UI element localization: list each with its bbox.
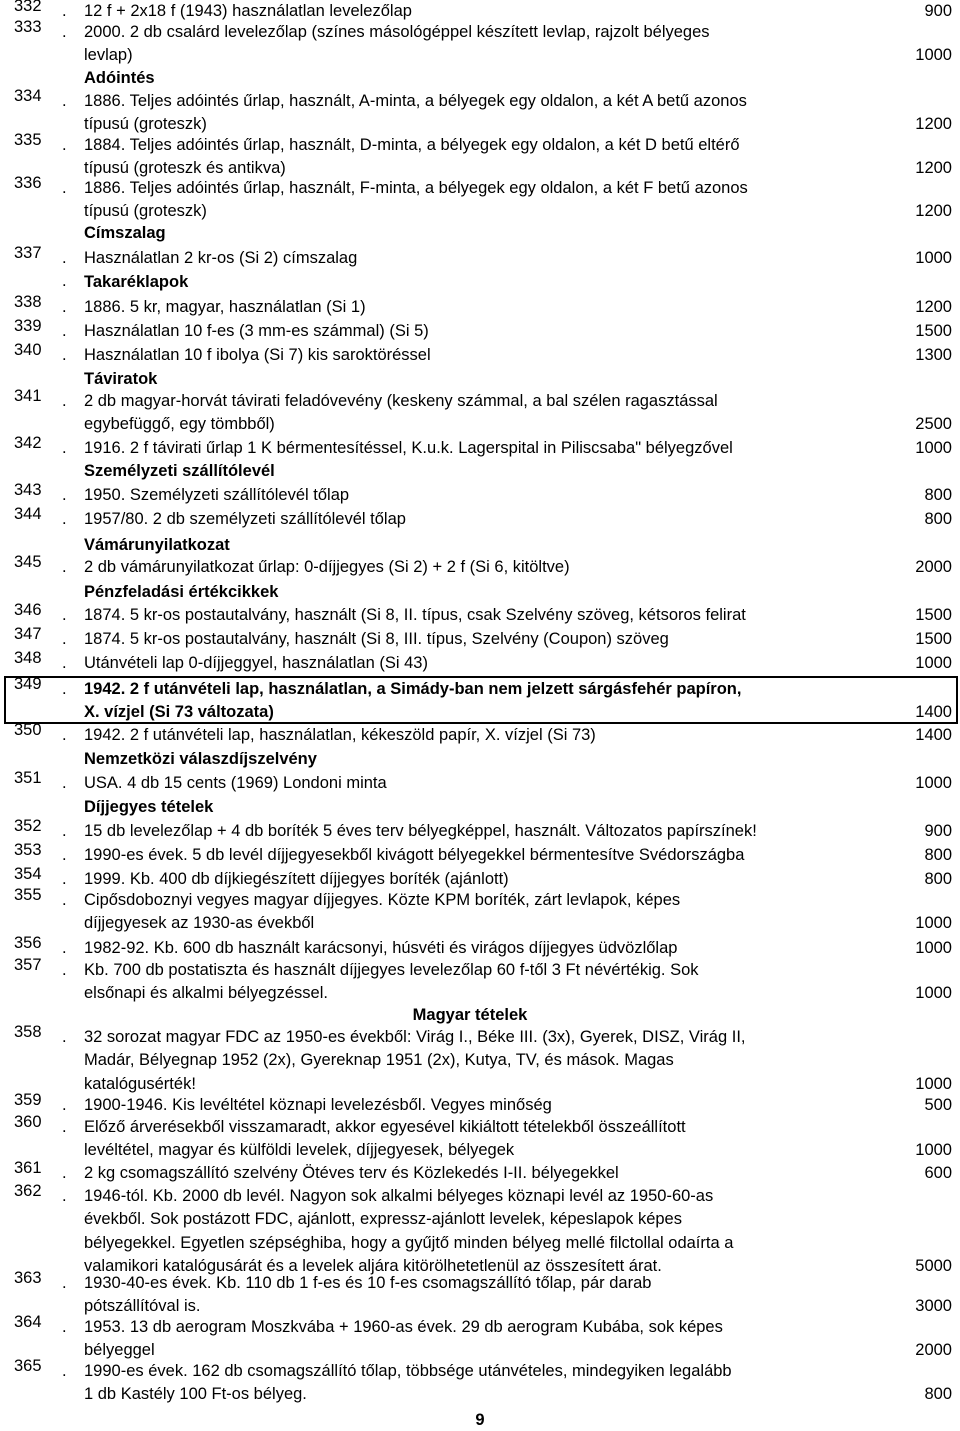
section-heading-szemelyzeti: Személyzeti szállítólevél (84, 462, 275, 480)
dot-separator: . (62, 1096, 67, 1114)
lot-row (0, 934, 960, 960)
lot-row (0, 886, 960, 936)
lot-row (0, 18, 960, 68)
lot-price: 900 (924, 2, 952, 20)
page-number: 9 (475, 1411, 485, 1429)
dot-separator: . (62, 92, 67, 110)
lot-description-line: egybefüggő, egy tömbből) (84, 415, 275, 434)
dot-separator: . (62, 654, 67, 672)
lot-price: 800 (924, 1385, 952, 1404)
lot-price: 1200 (915, 202, 952, 221)
lot-number: 345 (14, 553, 42, 571)
lot-price: 1200 (915, 298, 952, 316)
lot-number: 353 (14, 841, 42, 859)
lot-number: 362 (14, 1182, 42, 1200)
lot-price: 1200 (915, 115, 952, 134)
lot-description-line: évekből. Sok postázott FDC, ajánlott, expressz-ajánlott levelek, képeslapok képes (84, 1210, 682, 1229)
lot-price: 1200 (915, 159, 952, 178)
lot-description-line: 2 kg csomagszállító szelvény Ötéves terv és Közlekedés I-II. bélyegekkel (84, 1164, 619, 1182)
dot-separator: . (62, 439, 67, 457)
lot-description-line: díjjegyesek az 1930-as évekből (84, 914, 315, 933)
lot-description-line: típusú (groteszk) (84, 115, 207, 134)
lot-description-line: 1990-es évek. 162 db csomagszállító tőlap, többsége utánvételes, mindegyiken legalább (84, 1362, 732, 1380)
lot-row (0, 341, 960, 367)
lot-description-line: elsőnapi és alkalmi bélyegzéssel. (84, 984, 328, 1003)
dot-separator: . (62, 680, 67, 698)
lot-number: 337 (14, 244, 42, 262)
lot-row (0, 625, 960, 651)
lot-number: 341 (14, 387, 42, 405)
lot-number: 340 (14, 341, 42, 359)
lot-number: 354 (14, 865, 42, 883)
lot-price: 1000 (915, 249, 952, 267)
section-heading-taviratok: Táviratok (84, 370, 158, 388)
dot-separator: . (62, 726, 67, 744)
dot-separator: . (62, 1318, 67, 1336)
section-heading-cimszalag: Címszalag (84, 224, 166, 242)
dot-separator: . (62, 136, 67, 154)
lot-price: 1500 (915, 630, 952, 648)
lot-row (0, 1269, 960, 1319)
lot-description-line: Használatlan 10 f-es (3 mm-es számmal) (Si 5) (84, 322, 429, 340)
lot-number: 334 (14, 87, 42, 105)
lot-description-line: 1886. Teljes adóintés űrlap, használt, F-minta, a bélyegek egy oldalon, a két F betű azonos (84, 179, 748, 197)
dot-separator: . (62, 1274, 67, 1292)
lot-price: 5000 (915, 1257, 952, 1276)
lot-price: 1400 (915, 703, 952, 722)
lot-price: 2500 (915, 415, 952, 434)
lot-row (0, 553, 960, 579)
lot-price: 600 (924, 1164, 952, 1182)
lot-description-line: 1874. 5 kr-os postautalvány, használt (Si 8, II. típus, csak Szelvény szöveg, kétsoros felirat (84, 606, 746, 624)
lot-row (0, 769, 960, 795)
lot-description-line: 1886. Teljes adóintés űrlap, használt, A-minta, a bélyegek egy oldalon, a két A betű azonos (84, 92, 747, 110)
lot-number: 357 (14, 956, 42, 974)
lot-description-line: 1884. Teljes adóintés űrlap, használt, D-minta, a bélyegek egy oldalon, a két D betű eltérő (84, 136, 740, 154)
lot-description-line: levéltétel, magyar és külföldi levelek, díjjegyesek, bélyegek (84, 1141, 515, 1160)
dot-separator: . (62, 891, 67, 909)
lot-description-line: X. vízjel (Si 73 változata) (84, 703, 274, 722)
lot-row (0, 841, 960, 867)
lot-number: 332 (14, 0, 42, 15)
lot-number: 364 (14, 1313, 42, 1331)
lot-description-line: USA. 4 db 15 cents (1969) Londoni minta (84, 774, 387, 792)
lot-row (0, 434, 960, 460)
lot-number: 343 (14, 481, 42, 499)
dot-separator: . (62, 298, 67, 316)
lot-row (0, 1159, 960, 1185)
lot-description-line: Előző árverésekből visszamaradt, akkor egyesével kikiáltott tételekből összeállított (84, 1118, 686, 1136)
lot-description-line: 1946-tól. Kb. 2000 db levél. Nagyon sok alkalmi bélyeges köznapi levél az 1950-60-as (84, 1187, 714, 1205)
lot-number: 349 (14, 675, 42, 693)
lot-price: 1000 (915, 914, 952, 933)
lot-description-line: 2 db magyar-horvát távirati feladóvevény (keskeny számmal, a bal szélen ragasztással (84, 392, 718, 410)
lot-description-line: valamikori katalógusárát és a levelek aljára kitörölhetetlenül az összesített árat. (84, 1257, 662, 1276)
lot-description-line: 1950. Személyzeti szállítólevél tőlap (84, 486, 350, 504)
lot-description-line: 1990-es évek. 5 db levél díjjegyesekből kivágott bélyegekkel bérmentesítve Svédországba (84, 846, 745, 864)
lot-number: 363 (14, 1269, 42, 1287)
lot-number: 339 (14, 317, 42, 335)
lot-row (0, 481, 960, 507)
section-heading-vamaru: Vámárunyilatkozat (84, 536, 230, 554)
lot-row (0, 387, 960, 437)
lot-number: 359 (14, 1091, 42, 1109)
lot-number: 352 (14, 817, 42, 835)
lot-number: 351 (14, 769, 42, 787)
lot-price: 1000 (915, 939, 952, 957)
lot-number: 336 (14, 174, 42, 192)
lot-number: 344 (14, 505, 42, 523)
lot-description-line: típusú (groteszk) (84, 202, 207, 221)
lot-price: 800 (924, 870, 952, 888)
dot-separator: . (62, 249, 67, 267)
lot-row (0, 1357, 960, 1407)
lot-description-line: 1953. 13 db aerogram Moszkvába + 1960-as évek. 29 db aerogram Kubába, sok képes (84, 1318, 723, 1336)
lot-price: 1000 (915, 46, 952, 65)
dot-separator: . (62, 822, 67, 840)
lot-price: 1000 (915, 654, 952, 672)
lot-description-line: 32 sorozat magyar FDC az 1950-es évekből: Virág I., Béke III. (3x), Gyerek, DISZ, Virág II, (84, 1028, 746, 1046)
lot-number: 365 (14, 1357, 42, 1375)
lot-row (0, 87, 960, 137)
lot-row (0, 956, 960, 1006)
lot-description-line: 1 db Kastély 100 Ft-os bélyeg. (84, 1385, 307, 1404)
lot-row (0, 865, 960, 891)
section-heading-penzfeladasi: Pénzfeladási értékcikkek (84, 583, 279, 601)
lot-price: 800 (924, 510, 952, 528)
lot-number: 338 (14, 293, 42, 311)
lot-row (0, 1182, 960, 1279)
lot-row (0, 1091, 960, 1117)
lot-description-line: Madár, Bélyegnap 1952 (2x), Gyereknap 1951 (2x), Kutya, TV, és mások. Magas (84, 1051, 674, 1070)
lot-price: 1500 (915, 606, 952, 624)
dot-separator: . (62, 1164, 67, 1182)
dot-separator: . (62, 272, 67, 290)
lot-description-line: Cipősdoboznyi vegyes magyar díjjegyes. Közte KPM boríték, zárt levlapok, képes (84, 891, 681, 909)
lot-row (0, 293, 960, 319)
lot-description-line: 1957/80. 2 db személyzeti szállítólevél tőlap (84, 510, 406, 528)
lot-row (0, 721, 960, 747)
lot-number: 350 (14, 721, 42, 739)
lot-description-line: típusú (groteszk és antikva) (84, 159, 286, 178)
lot-price: 1000 (915, 774, 952, 792)
lot-number: 342 (14, 434, 42, 452)
lot-description-line: 15 db levelezőlap + 4 db boríték 5 éves terv bélyegképpel, használt. Változatos papírszínek! (84, 822, 757, 840)
lot-description-line: 2 db vámárunyilatkozat űrlap: 0-díjjegyes (Si 2) + 2 f (Si 6, kitöltve) (84, 558, 570, 576)
lot-number: 360 (14, 1113, 42, 1131)
lot-price: 3000 (915, 1297, 952, 1316)
lot-description-line: 1942. 2 f utánvételi lap, használatlan, a Simády-ban nem jelzett sárgásfehér papíron, (84, 680, 742, 698)
lot-price: 500 (924, 1096, 952, 1114)
dot-separator: . (62, 1362, 67, 1380)
lot-price: 1000 (915, 984, 952, 1003)
lot-number: 355 (14, 886, 42, 904)
lot-description-line: 2000. 2 db csalárd levelezőlap (színes másológéppel készített levlap, rajzolt bélyeges (84, 23, 710, 41)
lot-row (0, 131, 960, 181)
section-heading-nemzetkozi: Nemzetközi válaszdíjszelvény (84, 750, 317, 768)
lot-number: 346 (14, 601, 42, 619)
lot-price: 800 (924, 486, 952, 504)
lot-description-line: bélyeggel (84, 1341, 155, 1360)
dot-separator: . (62, 23, 67, 41)
dot-separator: . (62, 774, 67, 792)
lot-description-line: 1916. 2 f távirati űrlap 1 K bérmentesítéssel, K.u.k. Lagerspital in Piliscsaba" bélyegzővel (84, 439, 733, 457)
lot-price: 1000 (915, 439, 952, 457)
lot-price: 2000 (915, 558, 952, 576)
lot-price: 2000 (915, 1341, 952, 1360)
dot-separator: . (62, 1028, 67, 1046)
lot-description-line: pótszállítóval is. (84, 1297, 201, 1316)
lot-row (0, 675, 960, 725)
lot-row (0, 244, 960, 270)
lot-description-line: 1886. 5 kr, magyar, használatlan (Si 1) (84, 298, 366, 316)
dot-separator: . (62, 606, 67, 624)
dot-separator: . (62, 558, 67, 576)
lot-row (0, 317, 960, 343)
lot-row (0, 505, 960, 531)
dot-separator: . (62, 630, 67, 648)
lot-description-line: Kb. 700 db postatiszta és használt díjjegyes levelezőlap 60 f-től 3 Ft névértékig. Sok (84, 961, 699, 979)
dot-separator: . (62, 1187, 67, 1205)
dot-separator: . (62, 346, 67, 364)
dot-separator: . (62, 392, 67, 410)
dot-separator: . (62, 961, 67, 979)
lot-row (0, 1023, 960, 1096)
lot-price: 1000 (915, 1074, 952, 1093)
lot-number: 361 (14, 1159, 42, 1177)
dot-separator: . (62, 510, 67, 528)
lot-price: 800 (924, 846, 952, 864)
lot-description-line: Használatlan 10 f ibolya (Si 7) kis saroktöréssel (84, 346, 431, 364)
lot-description-line: 1874. 5 kr-os postautalvány, használt (Si 8, III. típus, Szelvény (Coupon) szöveg (84, 630, 669, 648)
dot-separator: . (62, 870, 67, 888)
lot-number: 358 (14, 1023, 42, 1041)
lot-row (0, 174, 960, 224)
lot-number: 356 (14, 934, 42, 952)
lot-price: 1000 (915, 1141, 952, 1160)
dot-separator: . (62, 179, 67, 197)
lot-row (0, 601, 960, 627)
lot-number: 348 (14, 649, 42, 667)
lot-price: 900 (924, 822, 952, 840)
section-heading-dijjegyes: Díjjegyes tételek (84, 798, 214, 816)
dot-separator: . (62, 1118, 67, 1136)
lot-number: 335 (14, 131, 42, 149)
lot-price: 1300 (915, 346, 952, 364)
dot-separator: . (62, 939, 67, 957)
lot-row (0, 1313, 960, 1363)
lot-description-line: 1982-92. Kb. 600 db használt karácsonyi, húsvéti és virágos díjjegyes üdvözlőlap (84, 939, 678, 957)
lot-row (0, 649, 960, 675)
lot-price: 1400 (915, 726, 952, 744)
dot-separator: . (62, 486, 67, 504)
lot-description-line: levlap) (84, 46, 133, 65)
lot-number: 347 (14, 625, 42, 643)
lot-description-line: 1930-40-es évek. Kb. 110 db 1 f-es és 10 f-es csomagszállító tőlap, pár darab (84, 1274, 652, 1292)
section-heading-adointes: Adóintés (84, 69, 155, 87)
lot-row (0, 0, 960, 23)
lot-description-line: 12 f + 2x18 f (1943) használatlan levelezőlap (84, 2, 412, 20)
lot-description-line: katalógusérték! (84, 1074, 196, 1093)
lot-description-line: 1942. 2 f utánvételi lap, használatlan, kékeszöld papír, X. vízjel (Si 73) (84, 726, 596, 744)
lot-price: 1500 (915, 322, 952, 340)
dot-separator: . (62, 322, 67, 340)
dot-separator: . (62, 846, 67, 864)
section-heading-takareklapok: Takaréklapok (84, 273, 189, 291)
lot-row (0, 1113, 960, 1163)
lot-description-line: bélyegekkel. Egyetlen szépséghiba, hogy a gyűjtő minden bélyeg mellé filctollal odaírta a (84, 1233, 734, 1252)
dot-separator: . (62, 2, 67, 20)
lot-description-line: Utánvételi lap 0-díjjeggyel, használatlan (Si 43) (84, 654, 428, 672)
lot-description-line: 1900-1946. Kis levéltétel köznapi levelezésből. Vegyes minőség (84, 1096, 552, 1114)
lot-number: 333 (14, 18, 42, 36)
lot-row (0, 817, 960, 843)
lot-description-line: 1999. Kb. 400 db díjkiegészített díjjegyes boríték (ajánlott) (84, 870, 509, 888)
lot-description-line: Használatlan 2 kr-os (Si 2) címszalag (84, 249, 358, 267)
section-heading-magyar: Magyar tételek (412, 1006, 528, 1024)
